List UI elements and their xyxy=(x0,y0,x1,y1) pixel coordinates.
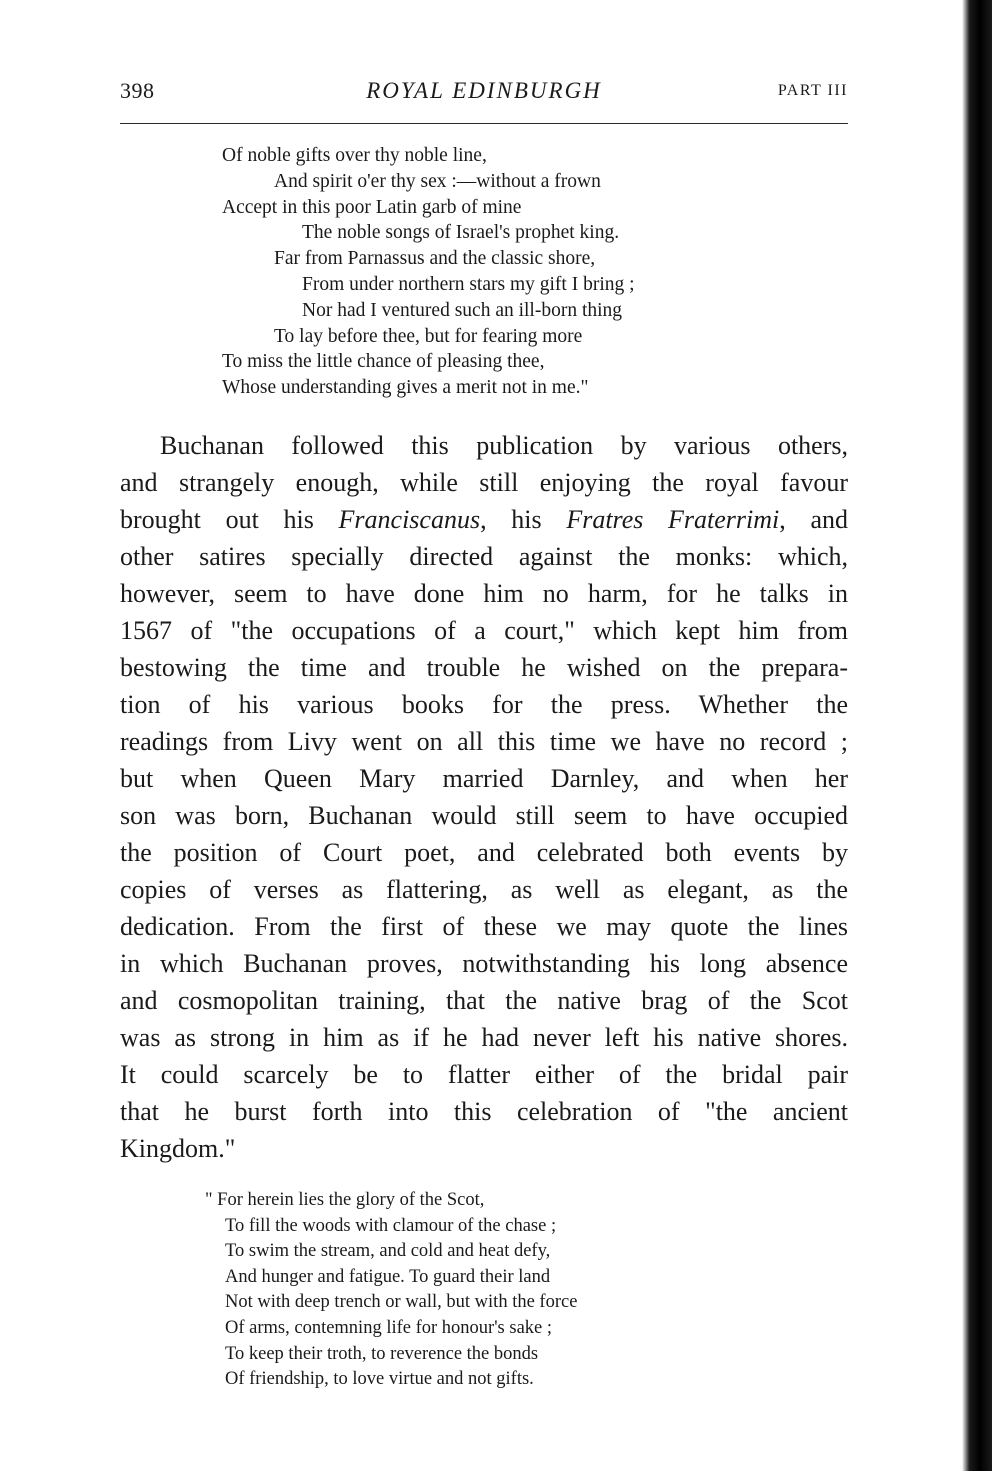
prose-text: , his xyxy=(480,505,567,534)
prose-line: 1567 of "the occupations of a court," which kept him from xyxy=(120,616,848,645)
verse-line: Not with deep trench or wall, but with the force xyxy=(225,1292,578,1313)
prose-text: brought out his xyxy=(120,505,339,534)
binding-shadow xyxy=(962,0,992,1471)
prose-line: but when Queen Mary married Darnley, and when her xyxy=(120,764,848,793)
running-head xyxy=(120,78,848,108)
prose-line: dedication. From the first of these we may quote the lines xyxy=(120,912,848,941)
verse-line: And hunger and fatigue. To guard their land xyxy=(225,1266,551,1287)
body-paragraph xyxy=(120,427,848,1167)
prose-line: tion of his various books for the press. Whether the xyxy=(120,690,848,719)
part-label: PART III xyxy=(777,82,848,99)
page-number: 398 xyxy=(120,78,155,103)
verse-line: And spirit o'er thy sex :—without a frown xyxy=(274,170,601,192)
prose-line: son was born, Buchanan would still seem to have occupied xyxy=(120,801,848,830)
verse-line: Of noble gifts over thy noble line, xyxy=(222,145,487,166)
prose-line: Buchanan followed this publication by various others, xyxy=(160,431,848,460)
verse-line: Nor had I ventured such an ill-born thing xyxy=(302,299,623,321)
prose-line: was as strong in him as if he had never left his native shores. xyxy=(120,1023,848,1052)
prose-line: readings from Livy went on all this time we have no record ; xyxy=(120,727,848,756)
verse-line: To fill the woods with clamour of the chase ; xyxy=(225,1215,557,1236)
prose-line: bestowing the time and trouble he wished on the prepara- xyxy=(120,653,848,682)
verse-line: To swim the stream, and cold and heat defy, xyxy=(225,1241,551,1262)
verse-line: To keep their troth, to reverence the bonds xyxy=(225,1343,539,1364)
prose-line xyxy=(120,501,848,538)
header-rule xyxy=(120,123,848,124)
work-title-fratres-fraterrimi: Fratres Fraterrimi xyxy=(566,505,780,534)
prose-line: that he burst forth into this celebration of "the ancient xyxy=(120,1097,848,1126)
prose-line: other satires specially directed against the monks: which, xyxy=(120,542,848,571)
verse-line: From under northern stars my gift I bring ; xyxy=(302,273,635,295)
prose-line: and strangely enough, while still enjoying the royal favour xyxy=(120,468,848,497)
prose-line: It could scarcely be to flatter either of the bridal pair xyxy=(120,1060,848,1089)
prose-line: and cosmopolitan training, that the native brag of the Scot xyxy=(120,986,848,1015)
prose-line: however, seem to have done him no harm, for he talks in xyxy=(120,579,848,608)
verse-scot-glory xyxy=(205,1188,577,1393)
verse-line: To miss the little chance of pleasing thee, xyxy=(222,351,545,373)
verse-line: Of friendship, to love virtue and not gifts. xyxy=(225,1369,534,1390)
running-title: ROYAL EDINBURGH xyxy=(366,78,602,103)
verse-line: Accept in this poor Latin garb of mine xyxy=(222,196,522,218)
prose-line: in which Buchanan proves, notwithstanding his long absence xyxy=(120,949,848,978)
verse-line: " For herein lies the glory of the Scot, xyxy=(205,1190,485,1210)
verse-line: Far from Parnassus and the classic shore, xyxy=(274,248,596,270)
verse-line: To lay before thee, but for fearing more xyxy=(274,325,583,347)
prose-text: , and xyxy=(779,505,848,534)
verse-dedication xyxy=(222,143,635,401)
verse-line: The noble songs of Israel's prophet king. xyxy=(302,222,620,244)
prose-line: copies of verses as flattering, as well as elegant, as the xyxy=(120,875,848,904)
work-title-franciscanus: Franciscanus xyxy=(338,505,481,534)
prose-line: the position of Court poet, and celebrated both events by xyxy=(120,838,848,867)
verse-line: Whose understanding gives a merit not in me." xyxy=(222,377,589,399)
verse-line: Of arms, contemning life for honour's sake ; xyxy=(225,1317,553,1338)
prose-line: Kingdom." xyxy=(120,1134,236,1163)
